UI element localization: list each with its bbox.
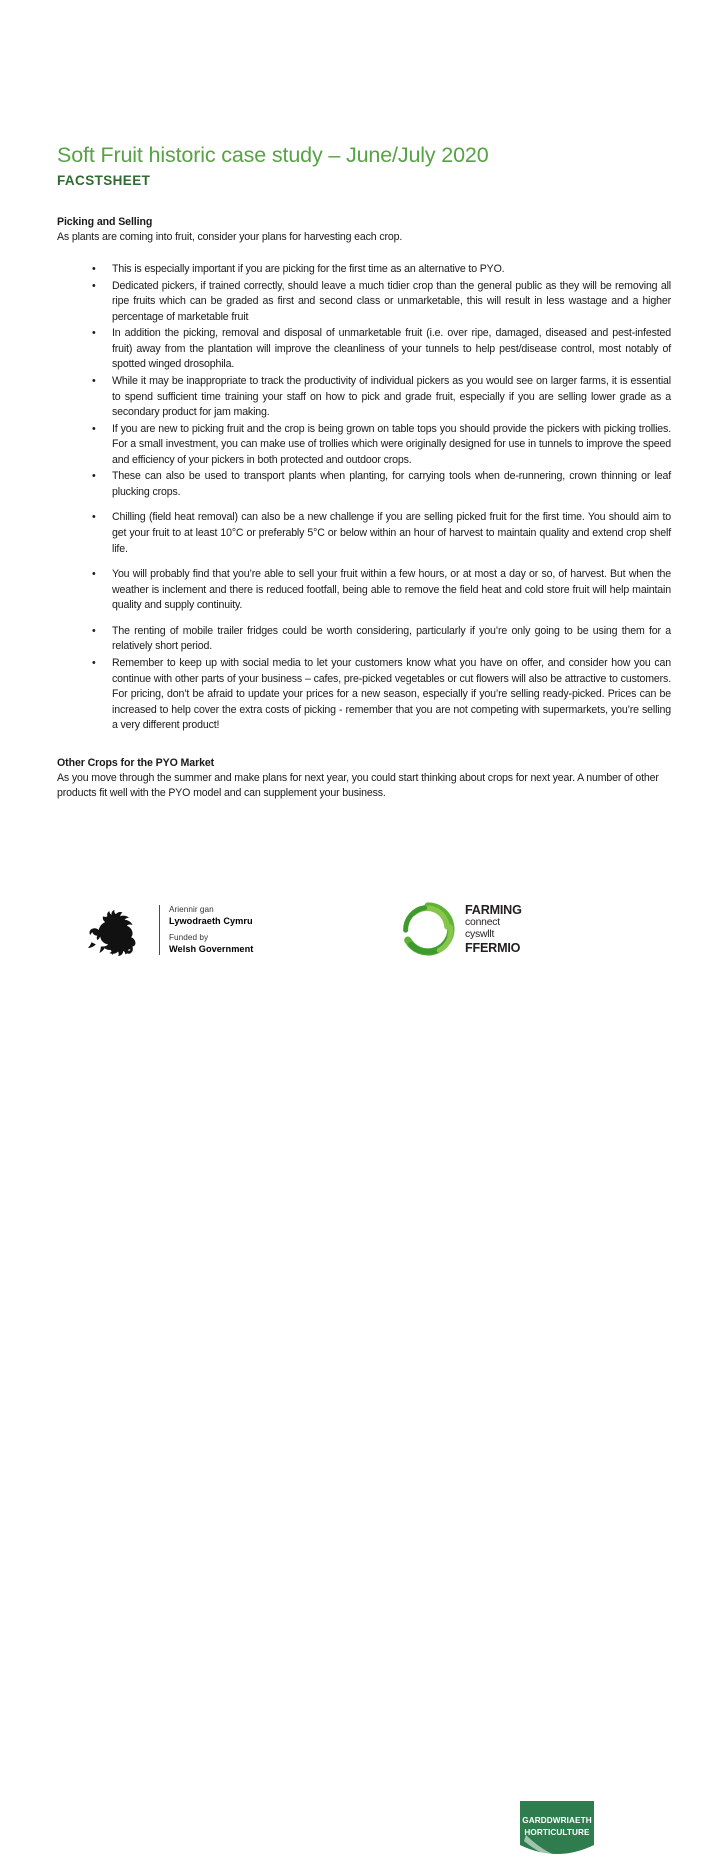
wg-line-funded-by: Funded by xyxy=(169,932,209,942)
horticulture-shield-icon xyxy=(520,1801,594,1859)
hort-line-horticulture: HORTICULTURE xyxy=(524,1828,590,1837)
wg-line-ariennir-gan: Ariennir gan xyxy=(169,904,214,914)
document-content xyxy=(57,143,671,801)
list-item-text: You will probably find that you’re able to sell your fruit within a few hours, or at most a day or so, of harvest. But when the weather is inclement and there is reduced footfall, being able to remove the field heat and cold store fruit will help maintain quality and supply continuity. xyxy=(112,568,671,612)
bullet-icon: • xyxy=(92,374,96,387)
fc-line-farming: FARMING xyxy=(465,903,522,918)
welsh-dragon-icon xyxy=(80,901,152,959)
fc-line-ffermio: FFERMIO xyxy=(465,940,521,955)
bullet-icon: • xyxy=(92,327,96,340)
farming-connect-text xyxy=(465,903,522,954)
list-item xyxy=(57,279,671,326)
list-item xyxy=(57,326,671,373)
list-item-text: Chilling (field heat removal) can also be a new challenge if you are selling picked fruit for the first time. You should aim to get your fruit to at least 10°C or preferably 5°C or below within an hour of harvest to maintain quality and extend crop shelf life. xyxy=(112,511,671,555)
wg-line-welsh-government: Welsh Government xyxy=(169,944,254,955)
list-item xyxy=(57,469,671,500)
welsh-government-logo xyxy=(80,901,253,959)
hort-line-garddwriaeth: GARDDWRIAETH xyxy=(522,1816,592,1825)
section-heading-picking-and-selling: Picking and Selling xyxy=(57,215,153,228)
list-item xyxy=(57,567,671,614)
wg-line-lywodraeth-cymru: Lywodraeth Cymru xyxy=(169,916,253,927)
section-heading-other-crops: Other Crops for the PYO Market xyxy=(57,756,215,769)
list-item-text: If you are new to picking fruit and the crop is being grown on table tops you should provide the pickers with picking trollies. For a small investment, you can make use of trollies which were originally designed for use in tunnels to improve the speed and efficiency of your pickers in both protected and outdoor crops. xyxy=(112,422,671,466)
fc-line-connect: connect xyxy=(465,917,500,929)
bullet-icon: • xyxy=(92,624,96,637)
bullet-icon: • xyxy=(92,656,96,669)
section-intro-other-crops: As you move through the summer and make plans for next year, you could start thinking about crops for next year. A number of other products fit well with the PYO model and can supplement your business. xyxy=(57,772,659,800)
list-item-text: These can also be used to transport plants when planting, for carrying tools when de-runnering, crown thinning or leaf plucking crops. xyxy=(112,470,671,498)
list-item xyxy=(57,656,671,734)
list-item xyxy=(57,262,671,278)
horticulture-badge xyxy=(520,1801,594,1859)
farming-connect-swirl-icon xyxy=(400,901,456,957)
list-item xyxy=(57,422,671,469)
bullet-list xyxy=(57,262,671,734)
list-item xyxy=(57,510,671,557)
list-item-text: Dedicated pickers, if trained correctly, should leave a much tidier crop than the general public as they will be removing all ripe fruits which can be graded as first and second class or unmarketable, this will result in less wastage and a higher percentage of marketable fruit xyxy=(112,279,671,323)
list-item-text: In addition the picking, removal and disposal of unmarketable fruit (i.e. over ripe, damaged, diseased and pest-infested fruit) away from the plantation will improve the cleanliness of your tunnels to help pest/disease control, most notably of spotted winged drosophila. xyxy=(112,327,671,371)
list-item-text: While it may be inappropriate to track the productivity of individual pickers as you would see on larger farms, it is essential to spend sufficient time training your staff on how to pick and grade fruit, especially if you are selling lower grade as a secondary product for jam making. xyxy=(112,374,671,419)
page-subtitle: FACSTSHEET xyxy=(57,172,151,188)
list-item xyxy=(57,624,671,655)
footer-logos xyxy=(0,893,725,1837)
list-item-text: This is especially important if you are picking for the first time as an alternative to PYO. xyxy=(112,263,505,276)
bullet-icon: • xyxy=(92,568,96,581)
bullet-icon: • xyxy=(92,263,96,276)
logo-divider xyxy=(159,905,160,955)
welsh-government-text xyxy=(169,904,253,956)
section-intro-picking-and-selling: As plants are coming into fruit, consider your plans for harvesting each crop. xyxy=(57,231,403,244)
bullet-icon: • xyxy=(92,279,96,292)
list-item-text: The renting of mobile trailer fridges could be worth considering, particularly if you’re only going to be using them for a relatively short period. xyxy=(112,624,671,653)
section-other-crops xyxy=(57,756,671,801)
farming-connect-logo xyxy=(400,901,522,957)
bullet-icon: • xyxy=(92,422,96,435)
list-item-text: Remember to keep up with social media to let your customers know what you have on offer, and consider how you can continue with other parts of your business – cafes, pre-picked vegetables or cut flowers will also be attractive to customers. For pricing, don’t be afraid to update your prices for a new season, especially if you’re selling ready-picked. Prices can be increased to help cover the extra costs of picking - remember that you are not competing with supermarkets, you’re selling a very different product! xyxy=(112,656,671,732)
bullet-icon: • xyxy=(92,511,96,524)
fc-line-cyswllt: cyswllt xyxy=(465,929,495,940)
page-title: Soft Fruit historic case study – June/July 2020 xyxy=(57,143,489,167)
bullet-icon: • xyxy=(92,470,96,483)
list-item xyxy=(57,374,671,421)
